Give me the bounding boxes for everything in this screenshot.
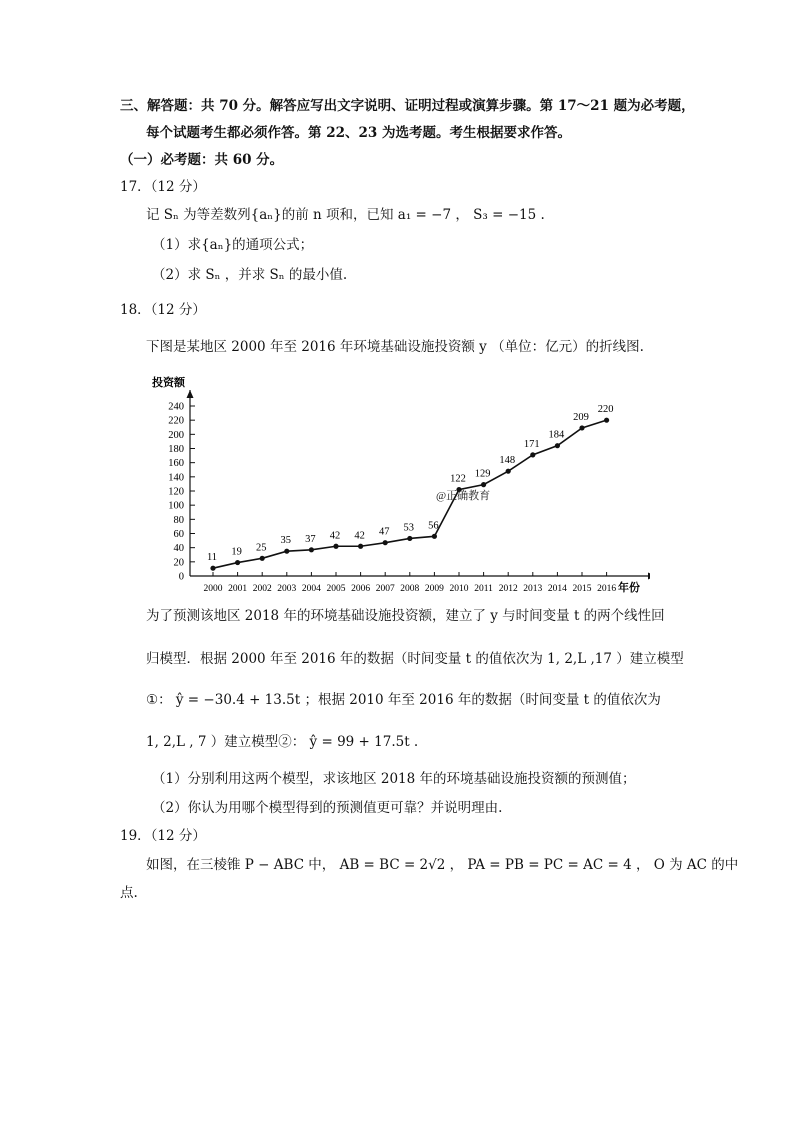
y-tick-label: 200 [168,429,184,441]
q19-line2: 点. [120,885,138,901]
x-tick-label: 2010 [449,584,469,594]
q18-text-line4: 1, 2,L , 7 ）建立模型②： ŷ = 99 + 17.5t . [146,734,419,750]
x-tick-label: 2006 [351,584,371,594]
q17-part2: （2）求 Sₙ ，并求 Sₙ 的最小值. [152,267,348,283]
q18-text-line2: 归模型．根据 2000 年至 2016 年的数据（时间变量 t 的值依次为 1, 2,L ,17 ）建立模型 [146,651,684,667]
data-point [358,544,363,549]
investment-line-chart [140,372,650,597]
data-label: 53 [403,522,415,534]
required-section-header: （一）必考题：共 60 分。 [120,152,284,168]
data-point [432,534,437,539]
q17-stem: 记 Sₙ 为等差数列{aₙ}的前 n 项和，已知 a₁ = −7 ， S₃ = −15 . [146,207,545,223]
data-point [481,482,486,487]
y-tick-label: 120 [168,486,184,498]
data-label: 19 [231,546,242,558]
section-header-line2: 每个试题考生都必须作答。第 22、23 为选考题。考生根据要求作答。 [146,125,571,141]
y-tick-label: 40 [173,543,184,555]
x-tick-label: 2015 [572,584,592,594]
data-point [604,418,609,423]
y-tick-label: 220 [168,415,184,427]
q17-number: 17．（12 分） [120,179,206,195]
data-point [210,566,215,571]
data-label: 47 [378,526,390,538]
y-tick-label: 0 [178,571,184,583]
y-tick-label: 140 [168,472,184,484]
data-point [333,544,338,549]
data-label: 129 [474,468,491,480]
x-axis-label: 年份 [618,582,640,594]
data-point [530,452,535,457]
data-point [506,469,511,474]
q18-intro: 下图是某地区 2000 年至 2016 年环境基础设施投资额 y （单位：亿元）的折线图. [146,339,644,355]
y-tick-label: 20 [173,557,184,569]
q18-number: 18．（12 分） [120,302,206,318]
q17-part1: （1）求{aₙ}的通项公式； [152,237,314,253]
x-tick-label: 2004 [301,584,321,594]
x-axis-arrow [648,573,650,580]
data-label: 37 [305,533,316,545]
x-tick-label: 2016 [597,584,617,594]
data-point [260,556,265,561]
y-axis-label: 投资额 [152,377,185,389]
x-tick-label: 2003 [277,584,297,594]
y-tick-label: 60 [173,529,184,540]
y-axis-arrow [187,390,194,398]
data-label: 56 [428,520,439,532]
x-tick-label: 2014 [547,584,567,594]
data-label: 42 [329,530,341,542]
x-tick-label: 2013 [523,584,543,594]
y-tick-label: 80 [173,514,184,526]
y-tick-label: 240 [168,401,184,413]
data-label: 209 [573,411,589,423]
x-tick-label: 2011 [474,584,493,594]
data-label: 220 [597,404,614,416]
q18-part2: （2）你认为用哪个模型得到的预测值更可靠？并说明理由. [152,800,503,816]
data-label: 11 [206,552,218,564]
data-label: 171 [523,438,540,450]
q19-number: 19．（12 分） [120,828,206,844]
data-label: 25 [255,542,267,554]
y-tick-label: 100 [168,500,184,512]
data-point [284,549,289,554]
q18-part1: （1）分别利用这两个模型，求该地区 2018 年的环境基础设施投资额的预测值； [152,771,636,787]
y-axis-ticks [168,402,195,583]
data-point [309,547,314,552]
watermark: @正确教育 [436,490,491,502]
q19-line1: 如图，在三棱锥 P − ABC 中， AB = BC = 2√2 ， PA = PB = PC = AC = 4 ， O 为 AC 的中 [146,857,739,873]
data-point [235,560,240,565]
data-point [555,443,560,448]
x-tick-label: 2012 [498,584,518,594]
series-line [213,420,607,568]
x-axis-ticks [204,572,617,594]
data-label: 42 [354,530,365,542]
data-point [407,536,412,541]
section-header-line1: 三、解答题：共 70 分。解答应写出文字说明、证明过程或演算步骤。第 17～21 题为必考题， [120,98,695,114]
y-tick-label: 180 [168,444,184,455]
data-label: 35 [280,535,292,547]
x-tick-label: 2009 [424,584,444,594]
x-tick-label: 2000 [203,584,223,594]
x-tick-label: 2002 [252,584,272,594]
data-label: 122 [450,473,466,485]
data-point [383,540,388,545]
chart-series [207,404,614,571]
q18-text-line1: 为了预测该地区 2018 年的环境基础设施投资额，建立了 y 与时间变量 t 的两个线性回 [146,608,665,624]
x-tick-label: 2001 [228,584,248,594]
x-tick-label: 2005 [326,584,346,594]
data-label: 184 [548,429,565,441]
q18-text-line3: ①： ŷ = −30.4 + 13.5t ；根据 2010 年至 2016 年的数据（时间变量 t 的值依次为 [146,692,661,708]
data-point [579,425,584,430]
data-label: 148 [499,455,516,467]
x-tick-label: 2008 [400,584,420,594]
y-tick-label: 160 [168,458,184,470]
x-tick-label: 2007 [375,584,395,594]
